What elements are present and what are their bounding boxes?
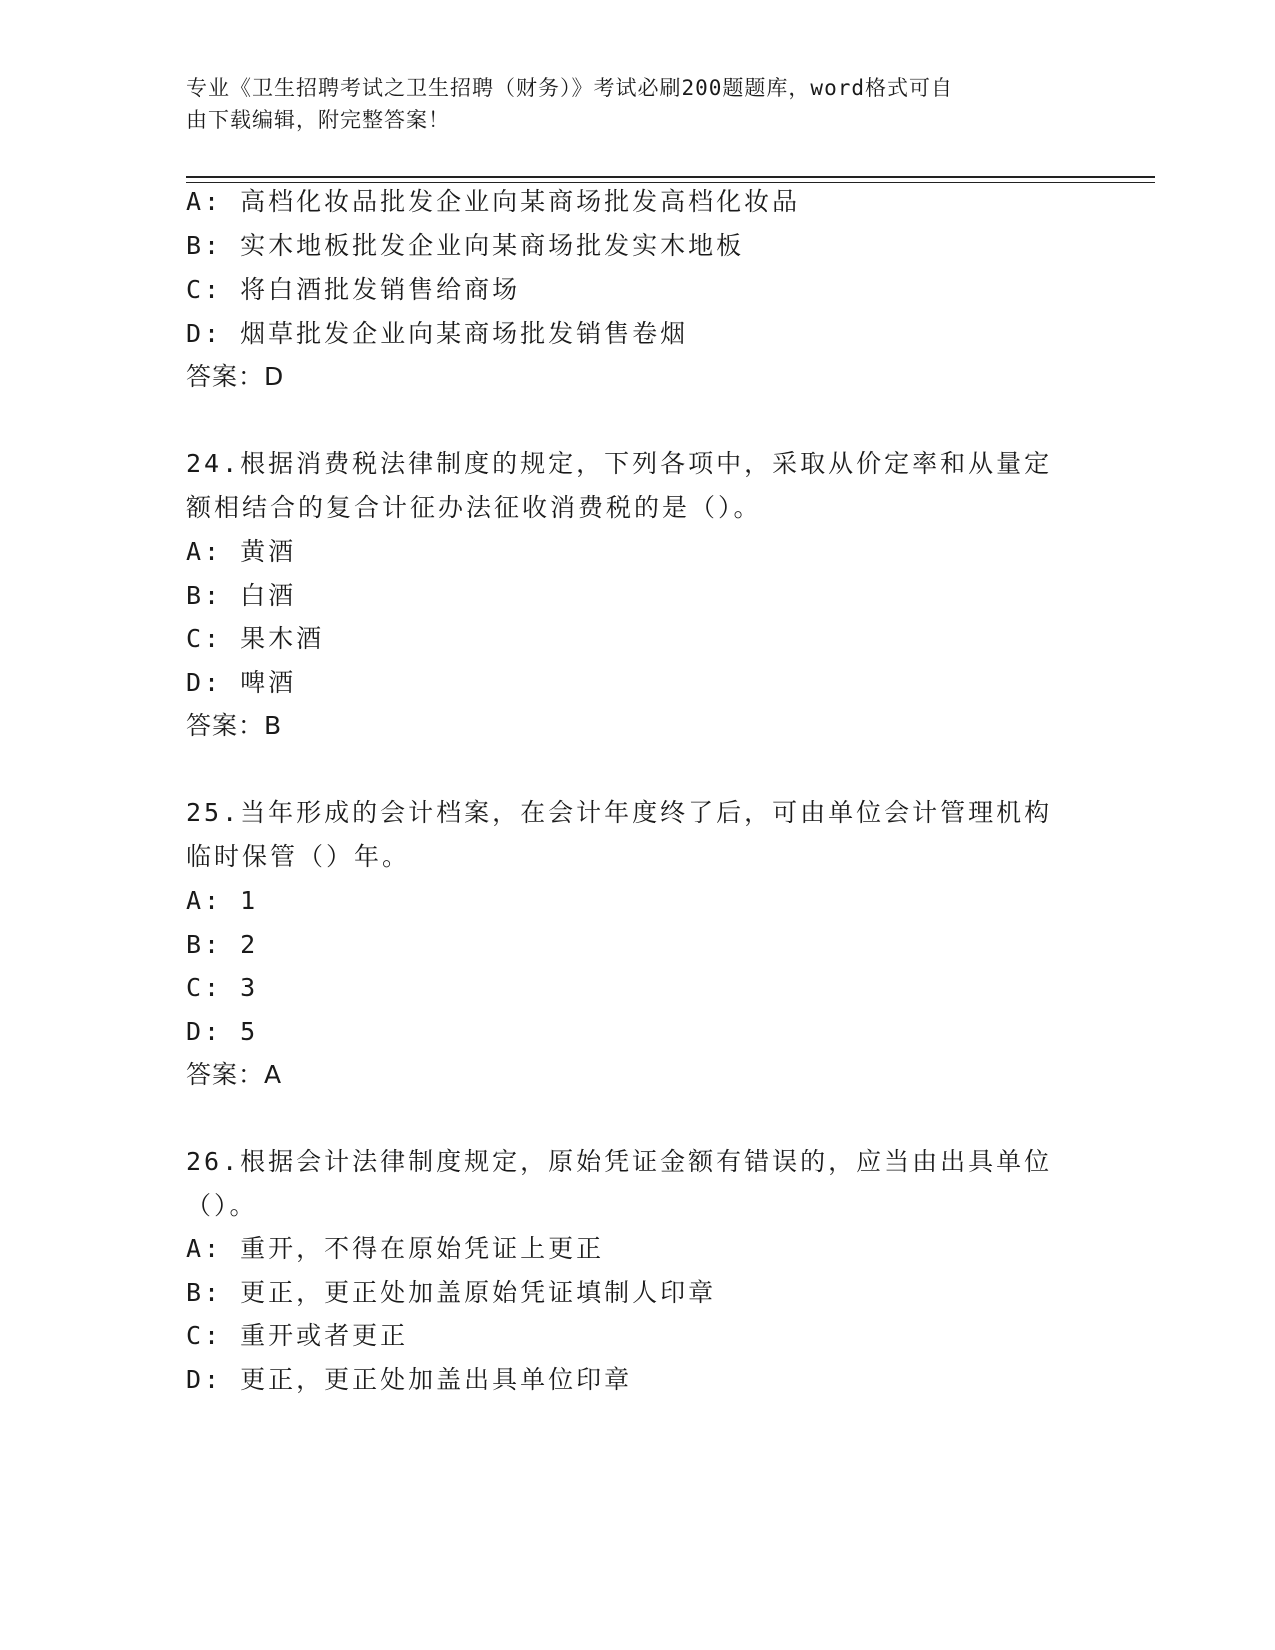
q25-answer: 答案：A xyxy=(186,1060,283,1089)
header-line-2: 由下载编辑，附完整答案！ xyxy=(186,108,450,132)
q23-option-d: D: 烟草批发企业向某商场批发销售卷烟 xyxy=(186,319,689,348)
q25-option-d: D: 5 xyxy=(186,1017,259,1046)
q24-answer: 答案：B xyxy=(186,711,283,740)
q26-option-c: C: 重开或者更正 xyxy=(186,1321,409,1350)
q25-option-c: C: 3 xyxy=(186,973,259,1002)
q26-stem-line-2: （）。 xyxy=(186,1191,258,1220)
q24-option-b: B: 白酒 xyxy=(186,581,297,610)
q25-stem-line-1: 25.当年形成的会计档案，在会计年度终了后，可由单位会计管理机构 xyxy=(186,798,1053,827)
q24-option-c: C: 果木酒 xyxy=(186,624,325,653)
header-divider-thick xyxy=(186,176,1155,178)
q23-answer: 答案：D xyxy=(186,362,285,391)
q26-option-a: A: 重开，不得在原始凭证上更正 xyxy=(186,1234,605,1263)
q25-stem-line-2: 临时保管（）年。 xyxy=(186,842,411,871)
q23-option-b: B: 实木地板批发企业向某商场批发实木地板 xyxy=(186,231,745,260)
q25-option-a: A: 1 xyxy=(186,886,259,915)
q24-option-d: D: 啤酒 xyxy=(186,668,297,697)
q25-option-b: B: 2 xyxy=(186,930,259,959)
q23-option-a: A: 高档化妆品批发企业向某商场批发高档化妆品 xyxy=(186,187,801,216)
q24-stem-line-1: 24.根据消费税法律制度的规定，下列各项中，采取从价定率和从量定 xyxy=(186,449,1053,478)
q26-option-b: B: 更正，更正处加盖原始凭证填制人印章 xyxy=(186,1278,717,1307)
q26-stem-line-1: 26.根据会计法律制度规定，原始凭证金额有错误的，应当由出具单位 xyxy=(186,1147,1053,1176)
document-header xyxy=(186,72,1066,136)
q24-stem-line-2: 额相结合的复合计征办法征收消费税的是（）。 xyxy=(186,493,762,522)
q24-option-a: A: 黄酒 xyxy=(186,537,297,566)
header-line-1: 专业《卫生招聘考试之卫生招聘（财务）》考试必刷200题题库，word格式可自 xyxy=(186,76,953,100)
q26-option-d: D: 更正，更正处加盖出具单位印章 xyxy=(186,1365,633,1394)
header-divider-thin xyxy=(186,182,1155,183)
q23-option-c: C: 将白酒批发销售给商场 xyxy=(186,275,521,304)
